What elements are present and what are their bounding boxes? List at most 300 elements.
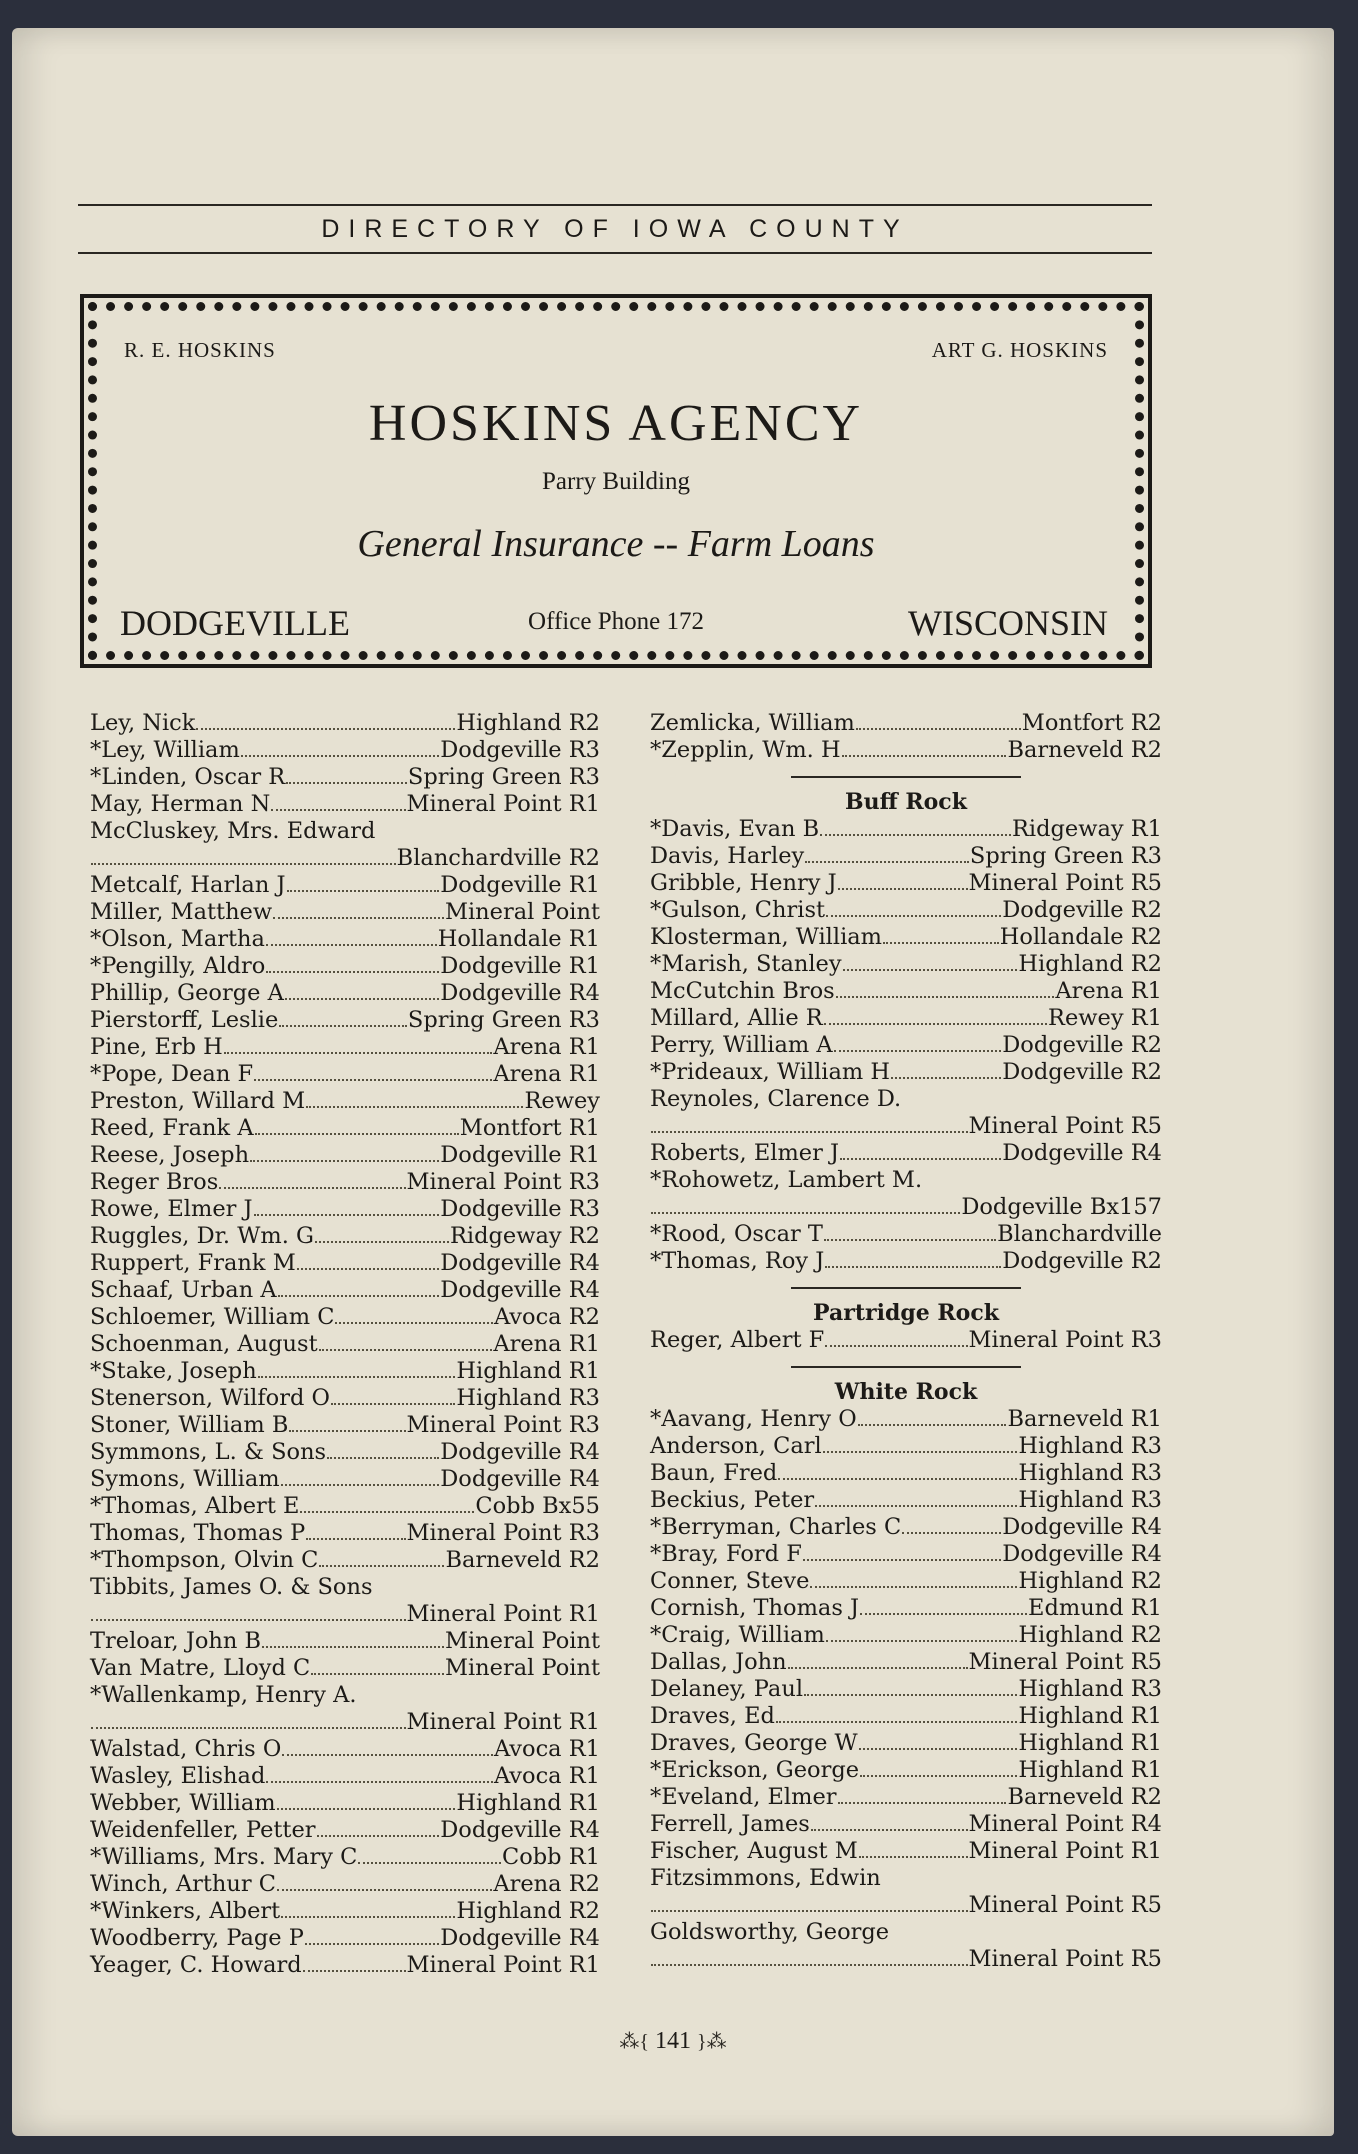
entry-location: Highland R1: [456, 1358, 600, 1384]
entry-name: Gribble, Henry J: [650, 870, 837, 896]
directory-entry: [90, 1385, 600, 1412]
leader-dots: [836, 978, 1055, 998]
directory-entry: [90, 1223, 600, 1250]
directory-entry: [90, 1061, 600, 1088]
leader-dots: [277, 1790, 456, 1810]
directory-entry: [90, 710, 600, 737]
directory-entry: [90, 1709, 600, 1736]
directory-entry: [90, 1250, 600, 1277]
directory-entry: [650, 843, 1162, 870]
directory-entry: [90, 1439, 600, 1466]
ad-tagline: General Insurance -- Farm Loans: [357, 523, 875, 565]
entry-name: *Thomas, Roy J: [650, 1248, 825, 1274]
directory-entry: [90, 1007, 600, 1034]
entry-name: Ley, Nick: [90, 710, 196, 736]
entry-location: Dodgeville R2: [1002, 1059, 1162, 1085]
leader-dots: [319, 1331, 493, 1351]
entry-name: *Stake, Joseph: [90, 1358, 257, 1384]
entry-location: Ridgeway R2: [449, 1223, 600, 1249]
directory-entry: [650, 1757, 1162, 1784]
book-page: [12, 28, 1334, 2136]
directory-entry: [90, 1358, 600, 1385]
entry-location: Arena R1: [493, 1061, 600, 1087]
directory-entry: [650, 1946, 1162, 1973]
leader-dots: [842, 737, 1007, 757]
leader-dots: [859, 1730, 1018, 1750]
entry-name: *Aavang, Henry O: [650, 1406, 857, 1432]
leader-dots: [279, 1007, 407, 1027]
entry-name: Winch, Arthur C: [90, 1871, 276, 1897]
entry-location: Dodgeville Bx157: [961, 1194, 1162, 1220]
leader-dots: [196, 710, 455, 730]
directory-entry: [650, 1194, 1162, 1221]
entry-name: *Olson, Martha: [90, 926, 265, 952]
entry-location: Mineral Point R1: [406, 1601, 600, 1627]
directory-entry: [650, 1487, 1162, 1514]
entry-location: Dodgeville R4: [440, 1250, 600, 1276]
entry-name: Van Matre, Lloyd C: [90, 1655, 311, 1681]
entry-location: Dodgeville R4: [1002, 1541, 1162, 1567]
entry-location: Highland R3: [1018, 1433, 1162, 1459]
entry-location: Arena R2: [493, 1871, 600, 1897]
entry-name: Metcalf, Harlan J: [90, 872, 286, 898]
leader-dots: [91, 1601, 406, 1621]
entry-name: *Ley, William: [90, 737, 240, 763]
leader-dots: [804, 1676, 1017, 1696]
leader-dots: [834, 1032, 1002, 1052]
section-heading: White Rock: [834, 1379, 978, 1405]
entry-location: Barneveld R1: [1007, 1406, 1162, 1432]
directory-entry: [650, 924, 1162, 951]
entry-location: Dodgeville R4: [1002, 1140, 1162, 1166]
entry-location: Avoca R1: [493, 1736, 600, 1762]
leader-dots: [858, 1406, 1007, 1426]
entry-location: Dodgeville R4: [440, 1277, 600, 1303]
directory-entry: [650, 897, 1162, 924]
leader-dots: [241, 737, 439, 757]
entry-name: *Thomas, Albert E: [90, 1493, 300, 1519]
entry-location: Mineral Point R5: [968, 1113, 1162, 1139]
entry-name: Reynoles, Clarence D.: [650, 1086, 902, 1112]
entry-name: Ferrell, James: [650, 1811, 810, 1837]
entry-location: Mineral Point R1: [968, 1838, 1162, 1864]
entry-name: Preston, Willard M: [90, 1088, 306, 1114]
directory-entry: [90, 1601, 600, 1628]
directory-entry: [90, 1088, 600, 1115]
directory-entry: [90, 926, 600, 953]
leader-dots: [826, 1622, 1018, 1642]
directory-entry: [650, 1406, 1162, 1433]
entry-location: Mineral Point R1: [406, 1709, 600, 1735]
directory-entry: [650, 1865, 1162, 1892]
directory-entry: [650, 1059, 1162, 1086]
entry-location: Dodgeville R4: [440, 980, 600, 1006]
entry-name: Roberts, Elmer J: [650, 1140, 840, 1166]
leader-dots: [776, 1703, 1017, 1723]
entry-name: Anderson, Carl: [650, 1433, 822, 1459]
directory-entry: [90, 1682, 600, 1709]
directory-entry: [90, 1763, 600, 1790]
entry-location: Ridgeway R1: [1011, 816, 1162, 842]
directory-entry: [650, 1784, 1162, 1811]
entry-name: *Prideaux, William H: [650, 1059, 890, 1085]
leader-dots: [823, 1433, 1018, 1453]
right-ornament-icon: }⁂: [697, 2031, 727, 2053]
directory-entry: [650, 1327, 1162, 1354]
entry-name: *Winkers, Albert: [90, 1898, 281, 1924]
leader-dots: [805, 843, 969, 863]
right-column: [650, 710, 1162, 1973]
entry-location: Highland R3: [1018, 1460, 1162, 1486]
entry-location: Dodgeville R2: [1002, 1248, 1162, 1274]
leader-dots: [826, 897, 1001, 917]
directory-entry: [650, 1460, 1162, 1487]
entry-location: Mineral Point R5: [968, 1946, 1162, 1972]
directory-title: DIRECTORY OF IOWA COUNTY: [321, 215, 909, 243]
entry-name: May, Herman N: [90, 791, 271, 817]
entry-name: *Eveland, Elmer: [650, 1784, 837, 1810]
directory-entry: [650, 737, 1162, 764]
entry-name: McCutchin Bros: [650, 978, 835, 1004]
entry-name: Conner, Steve: [650, 1568, 810, 1594]
leader-dots: [335, 1304, 493, 1324]
leader-dots: [278, 1277, 440, 1297]
entry-location: Mineral Point: [444, 1628, 600, 1654]
directory-entry: [650, 1113, 1162, 1140]
entry-location: Highland R2: [456, 710, 600, 736]
left-ornament-icon: ⁂{: [619, 2031, 649, 2053]
directory-entry: [90, 1790, 600, 1817]
leader-dots: [825, 1327, 967, 1347]
entry-name: Phillip, George A: [90, 980, 284, 1006]
leader-dots: [250, 1142, 439, 1162]
entry-name: McCluskey, Mrs. Edward: [90, 818, 376, 844]
entry-name: *Marish, Stanley: [650, 951, 842, 977]
entry-location: Dodgeville R3: [440, 737, 600, 763]
directory-entry: [650, 951, 1162, 978]
entry-name: Fischer, August M: [650, 1838, 858, 1864]
directory-entry: [90, 1115, 600, 1142]
directory-entry: [650, 1514, 1162, 1541]
leader-dots: [297, 1250, 440, 1270]
directory-entry: [90, 1817, 600, 1844]
leader-dots: [300, 1493, 474, 1513]
leader-dots: [883, 924, 999, 944]
entry-location: Arena R1: [493, 1331, 600, 1357]
entry-name: Walstad, Chris O: [90, 1736, 282, 1762]
entry-name: Ruggles, Dr. Wm. G: [90, 1223, 314, 1249]
leader-dots: [254, 1061, 492, 1081]
entry-name: *Bray, Ford F: [650, 1541, 802, 1567]
leader-dots: [224, 1034, 493, 1054]
entry-location: Mineral Point R5: [968, 1649, 1162, 1675]
directory-entry: [90, 1952, 600, 1979]
entry-name: Webber, William: [90, 1790, 276, 1816]
leader-dots: [811, 1811, 968, 1831]
directory-entry: [90, 764, 600, 791]
entry-location: Montfort R2: [1021, 710, 1162, 736]
entry-location: Highland R1: [1018, 1757, 1162, 1783]
directory-entry: [90, 872, 600, 899]
entry-location: Arena R1: [493, 1034, 600, 1060]
entry-location: Dodgeville R4: [440, 1817, 600, 1843]
entry-name: Ruppert, Frank M: [90, 1250, 296, 1276]
entry-location: Mineral Point R1: [406, 791, 600, 817]
directory-entry: [90, 1412, 600, 1439]
entry-location: Barneveld R2: [445, 1547, 600, 1573]
directory-entry: [90, 1142, 600, 1169]
leader-dots: [289, 1412, 405, 1432]
entry-location: Highland R1: [456, 1790, 600, 1816]
section-divider: [791, 1366, 1021, 1368]
directory-entry: [650, 1433, 1162, 1460]
leader-dots: [803, 1541, 1001, 1561]
directory-entry: [90, 1628, 600, 1655]
entry-name: Yeager, C. Howard: [90, 1952, 302, 1978]
entry-location: Highland R3: [456, 1385, 600, 1411]
entry-location: Highland R1: [1018, 1730, 1162, 1756]
entry-name: *Williams, Mrs. Mary C: [90, 1844, 358, 1870]
entry-location: Dodgeville R2: [1002, 897, 1162, 923]
entry-name: Goldsworthy, George: [650, 1919, 890, 1945]
entry-name: Pine, Erb H: [90, 1034, 223, 1060]
directory-entry: [650, 1622, 1162, 1649]
leader-dots: [331, 1385, 455, 1405]
entry-name: Zemlicka, William: [650, 710, 855, 736]
directory-entry: [650, 1919, 1162, 1946]
ad-right-name: ART G. HOSKINS: [931, 338, 1108, 362]
entry-location: Dodgeville R4: [440, 1925, 600, 1951]
entry-location: Cobb R1: [502, 1844, 600, 1870]
leader-dots: [651, 1113, 968, 1133]
entry-location: Mineral Point R4: [968, 1811, 1162, 1837]
entry-name: *Rood, Oscar T: [650, 1221, 823, 1247]
entry-name: *Thompson, Olvin C: [90, 1547, 319, 1573]
directory-entry: [650, 1140, 1162, 1167]
directory-entry: [90, 1898, 600, 1925]
ad-state: WISCONSIN: [907, 603, 1108, 643]
directory-entry: [650, 1811, 1162, 1838]
entry-name: Weidenfeller, Petter: [90, 1817, 316, 1843]
directory-entry: [650, 1248, 1162, 1275]
entry-location: Dodgeville R1: [440, 1142, 600, 1168]
leader-dots: [824, 1005, 1047, 1025]
leader-dots: [281, 1898, 455, 1918]
leader-dots: [273, 899, 444, 919]
directory-entry: [90, 737, 600, 764]
entry-name: Schaaf, Urban A: [90, 1277, 277, 1303]
entry-name: Pierstorff, Leslie: [90, 1007, 279, 1033]
entry-name: *Berryman, Charles C: [650, 1514, 902, 1540]
leader-dots: [825, 1248, 1001, 1268]
entry-name: *Davis, Evan B: [650, 816, 820, 842]
entry-name: Symons, William: [90, 1466, 280, 1492]
leader-dots: [651, 1946, 968, 1966]
directory-entry: [650, 1568, 1162, 1595]
leader-dots: [820, 816, 1011, 836]
directory-entry: [90, 1466, 600, 1493]
entry-name: Klosterman, William: [650, 924, 883, 950]
entry-name: Draves, Ed: [650, 1703, 775, 1729]
entry-location: Rewey: [524, 1088, 600, 1114]
leader-dots: [788, 1649, 968, 1669]
entry-name: *Linden, Oscar R: [90, 764, 286, 790]
entry-name: Reed, Frank A: [90, 1115, 254, 1141]
leader-dots: [840, 1140, 1001, 1160]
directory-entry: [650, 1541, 1162, 1568]
leader-dots: [266, 953, 439, 973]
entry-name: *Gulson, Christ: [650, 897, 826, 923]
directory-entry: [90, 1331, 600, 1358]
entry-location: Avoca R2: [493, 1304, 600, 1330]
leader-dots: [319, 1547, 444, 1567]
directory-entry: [90, 1736, 600, 1763]
entry-name: Wasley, Elishad: [90, 1763, 266, 1789]
section-heading: Buff Rock: [845, 789, 967, 815]
entry-name: Draves, George W: [650, 1730, 858, 1756]
entry-name: Dallas, John: [650, 1649, 787, 1675]
entry-name: *Erickson, George: [650, 1757, 860, 1783]
page-number: [12, 2028, 1334, 2055]
leader-dots: [306, 1520, 405, 1540]
directory-entry: [90, 1925, 600, 1952]
leader-dots: [282, 1736, 493, 1756]
directory-entry: [90, 1871, 600, 1898]
entry-location: Mineral Point R3: [406, 1169, 600, 1195]
ad-left-name: R. E. HOSKINS: [124, 338, 276, 362]
entry-location: Blanchardville: [997, 1221, 1162, 1247]
leader-dots: [311, 1655, 444, 1675]
ad-phone: Office Phone 172: [528, 608, 704, 635]
entry-location: Mineral Point: [444, 1655, 600, 1681]
entry-name: *Pengilly, Aldro: [90, 953, 266, 979]
leader-dots: [286, 764, 407, 784]
entry-location: Edmund R1: [1028, 1595, 1162, 1621]
entry-name: *Pope, Dean F: [90, 1061, 254, 1087]
entry-name: Reger, Albert F: [650, 1327, 825, 1353]
entry-name: Schloemer, William C: [90, 1304, 335, 1330]
leader-dots: [843, 951, 1018, 971]
entry-location: Highland R3: [1018, 1487, 1162, 1513]
entry-location: Spring Green R3: [407, 1007, 600, 1033]
section-heading: Partridge Rock: [813, 1300, 999, 1326]
leader-dots: [281, 1466, 440, 1486]
directory-entry: [650, 1005, 1162, 1032]
leader-dots: [810, 1568, 1017, 1588]
leader-dots: [271, 791, 405, 811]
directory-entry: [90, 791, 600, 818]
entry-name: Perry, William A: [650, 1032, 833, 1058]
entry-name: Davis, Harley: [650, 843, 805, 869]
leader-dots: [266, 926, 437, 946]
entry-location: Mineral Point R1: [406, 1952, 600, 1978]
leader-dots: [815, 1487, 1017, 1507]
leader-dots: [902, 1514, 1001, 1534]
entry-location: Highland R1: [1018, 1703, 1162, 1729]
entry-location: Avoca R1: [493, 1763, 600, 1789]
entry-location: Spring Green R3: [407, 764, 600, 790]
ad-title: HOSKINS AGENCY: [368, 395, 864, 452]
directory-entry: [650, 1032, 1162, 1059]
section-divider: [791, 776, 1021, 778]
entry-location: Dodgeville R4: [1002, 1514, 1162, 1540]
entry-name: Stoner, William B: [90, 1412, 289, 1438]
entry-location: Montfort R1: [459, 1115, 600, 1141]
leader-dots: [303, 1952, 406, 1972]
directory-entry: [90, 1844, 600, 1871]
entry-name: Miller, Matthew: [90, 899, 273, 925]
leader-dots: [859, 1838, 968, 1858]
entry-location: Rewey R1: [1048, 1005, 1162, 1031]
directory-entry: [650, 1649, 1162, 1676]
leader-dots: [277, 1871, 492, 1891]
entry-location: Dodgeville R1: [440, 953, 600, 979]
leader-dots: [266, 1763, 493, 1783]
entry-location: Mineral Point R3: [406, 1520, 600, 1546]
leader-dots: [219, 1169, 405, 1189]
leader-dots: [778, 1460, 1017, 1480]
directory-entry: [650, 1676, 1162, 1703]
entry-location: Cobb Bx55: [475, 1493, 600, 1519]
leader-dots: [305, 1925, 439, 1945]
entry-name: Baun, Fred: [650, 1460, 778, 1486]
left-column: [90, 710, 600, 1979]
entry-location: Highland R2: [1018, 1622, 1162, 1648]
entry-name: Stenerson, Wilford O: [90, 1385, 330, 1411]
entry-location: Barneveld R2: [1007, 737, 1162, 763]
directory-entry: [90, 1574, 600, 1601]
entry-name: Delaney, Paul: [650, 1676, 804, 1702]
entry-name: *Rohowetz, Lambert M.: [650, 1167, 923, 1193]
entry-location: Mineral Point R3: [968, 1327, 1162, 1353]
leader-dots: [262, 1628, 444, 1648]
leader-dots: [254, 1196, 440, 1216]
entry-location: Barneveld R2: [1007, 1784, 1162, 1810]
directory-entry: [90, 845, 600, 872]
leader-dots: [317, 1817, 440, 1837]
directory-entry: [90, 1547, 600, 1574]
directory-entry: [90, 980, 600, 1007]
ad-subtitle: Parry Building: [542, 468, 690, 495]
directory-entry: [90, 1304, 600, 1331]
directory-entry: [90, 1034, 600, 1061]
entry-name: Treloar, John B: [90, 1628, 262, 1654]
entry-location: Blanchardville R2: [396, 845, 600, 871]
directory-entry: [650, 1703, 1162, 1730]
entry-name: Schoenman, August: [90, 1331, 318, 1357]
entry-location: Mineral Point R5: [968, 870, 1162, 896]
directory-entry: [90, 1277, 600, 1304]
directory-entry: [650, 816, 1162, 843]
directory-entry: [90, 1520, 600, 1547]
directory-entry: [650, 1221, 1162, 1248]
directory-entry: [650, 978, 1162, 1005]
entry-name: Reese, Joseph: [90, 1142, 250, 1168]
advertisement-box: [80, 294, 1152, 668]
leader-dots: [285, 980, 439, 1000]
directory-entry: [650, 710, 1162, 737]
entry-location: Hollandale R1: [437, 926, 600, 952]
entry-location: Dodgeville R3: [440, 1196, 600, 1222]
leader-dots: [315, 1223, 449, 1243]
page-header: [78, 204, 1152, 254]
entry-name: Woodberry, Page P: [90, 1925, 304, 1951]
entry-location: Dodgeville R4: [440, 1466, 600, 1492]
entry-location: Highland R3: [1018, 1676, 1162, 1702]
directory-entry: [650, 1730, 1162, 1757]
entry-name: *Wallenkamp, Henry A.: [90, 1682, 357, 1708]
directory-entry: [650, 1892, 1162, 1919]
